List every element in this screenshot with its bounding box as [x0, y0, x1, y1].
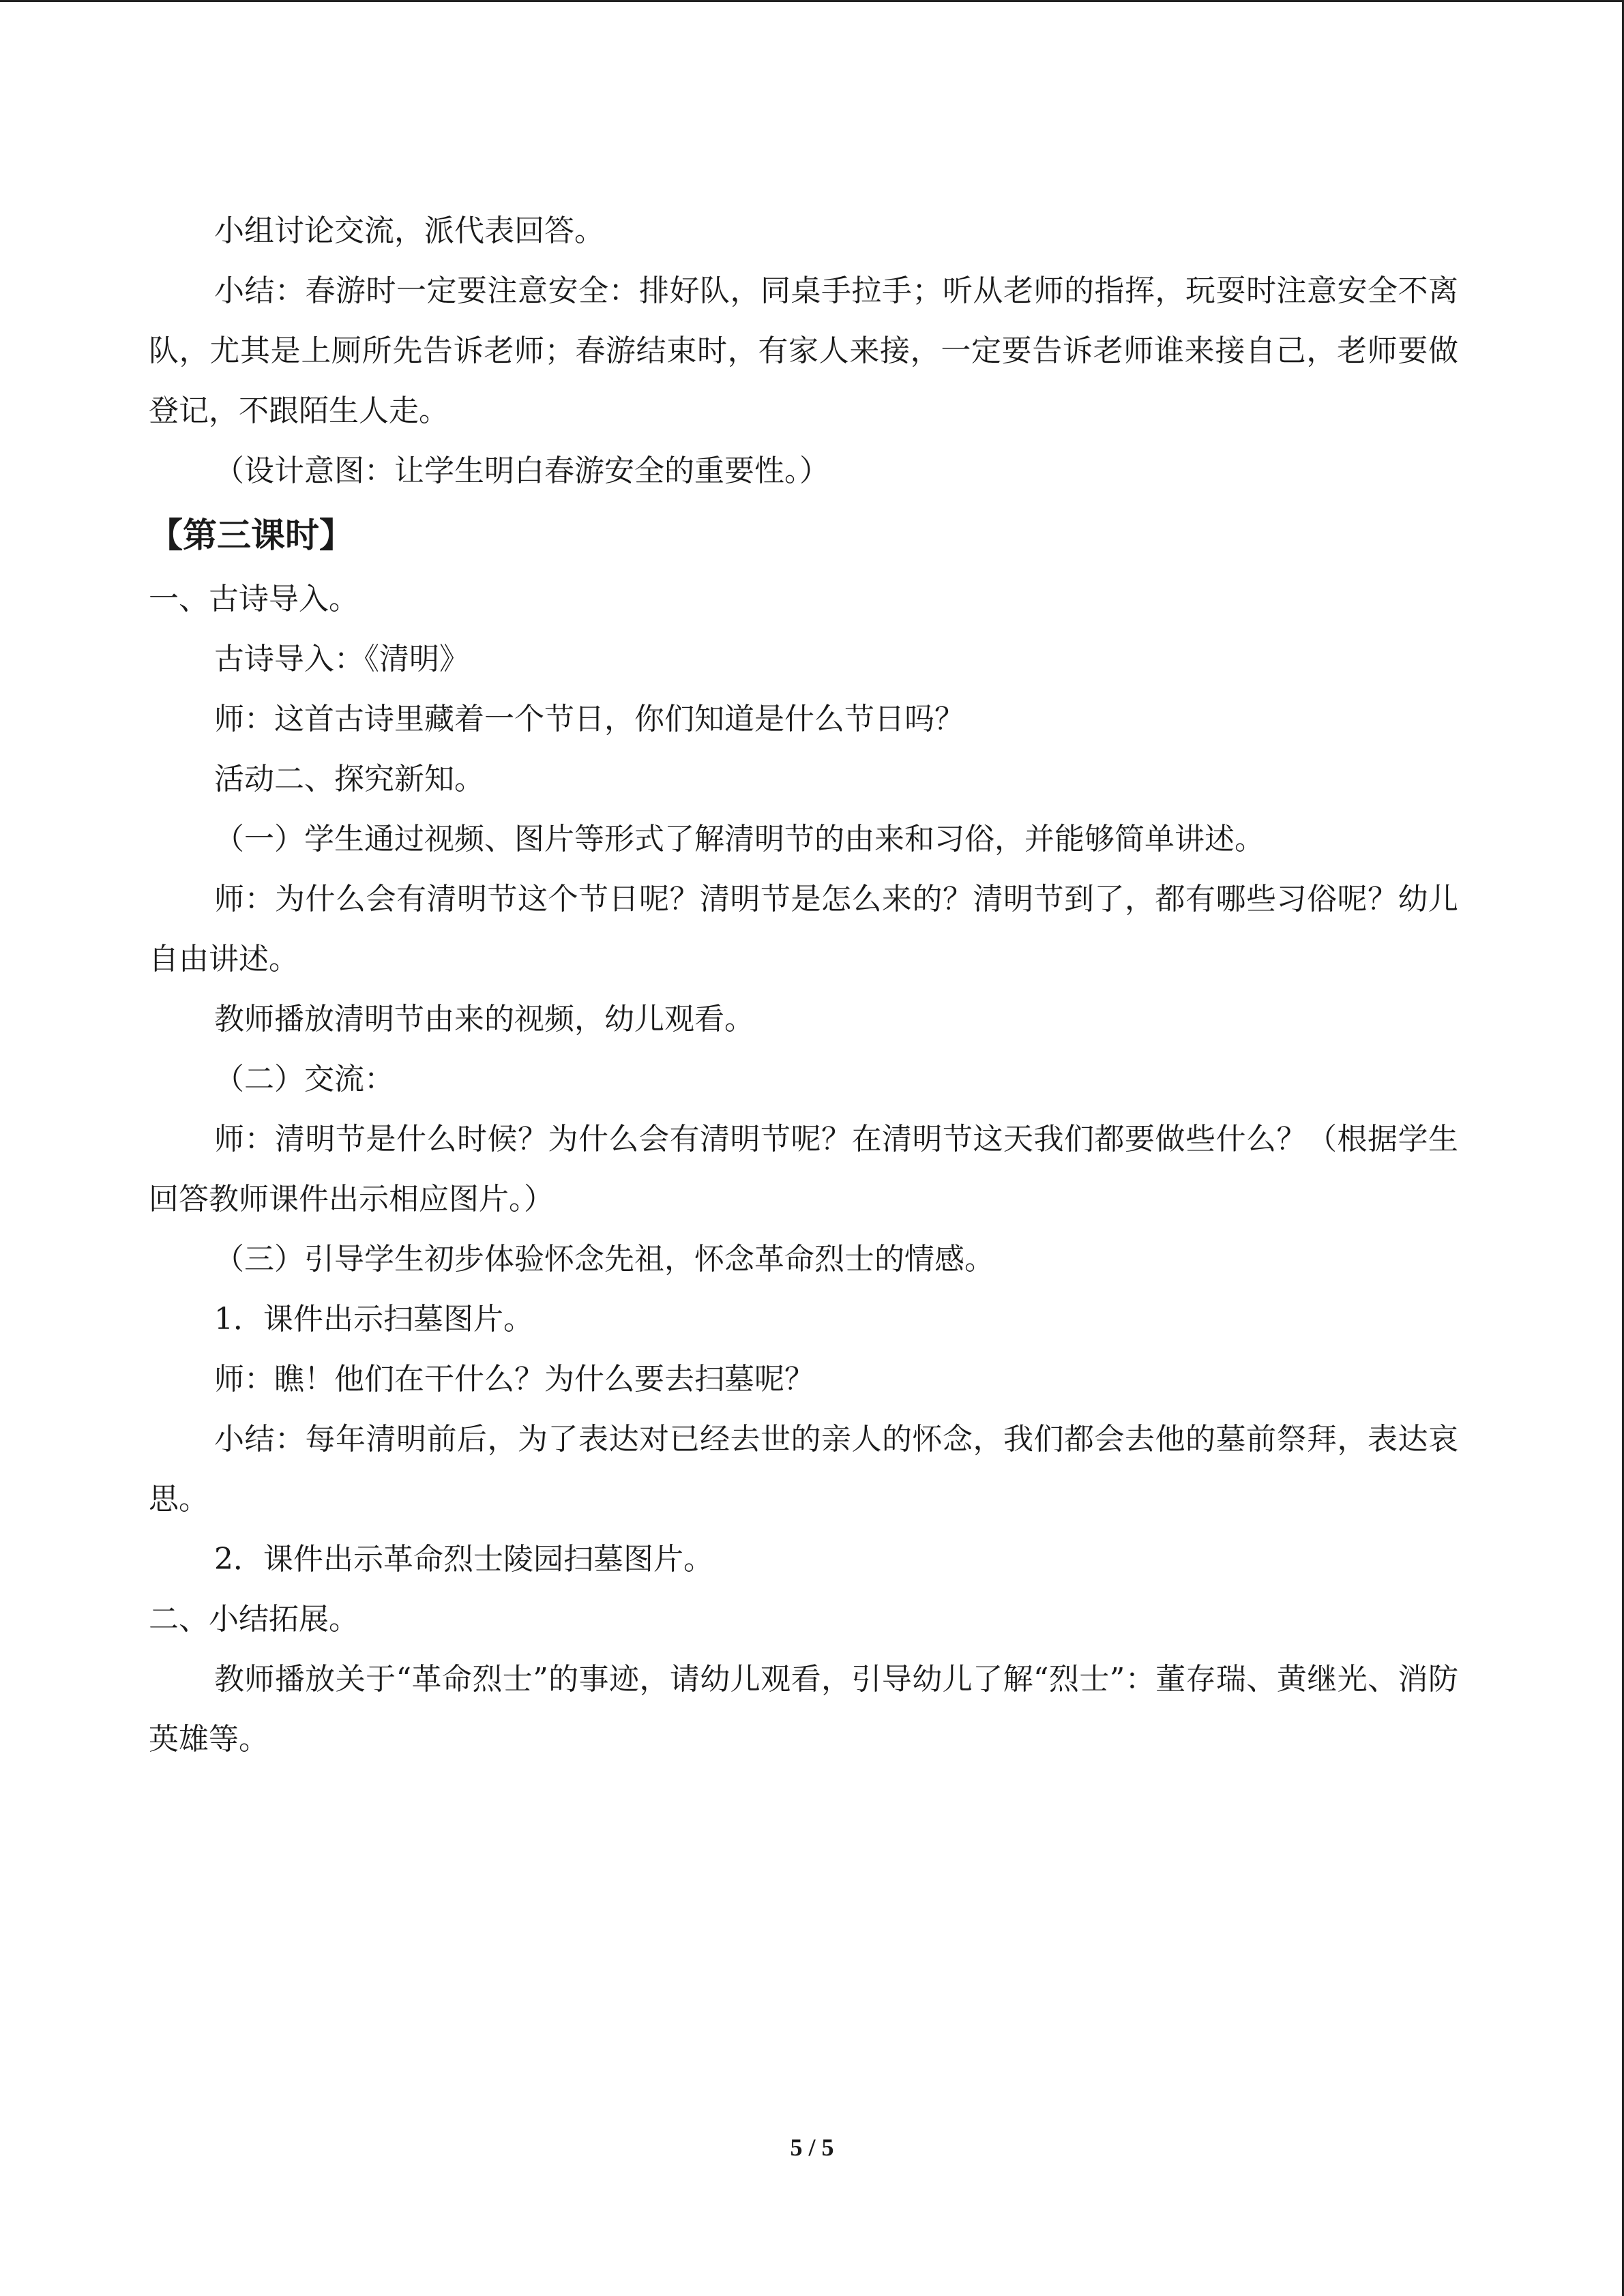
- paragraph: 师：瞧！他们在干什么？为什么要去扫墓呢？: [214, 1362, 814, 1397]
- paragraph: 师：这首古诗里藏着一个节日，你们知道是什么节日吗？: [214, 702, 964, 736]
- section-title: 一、古诗导入。: [149, 582, 359, 616]
- paragraph: 1．课件出示扫墓图片。: [214, 1302, 533, 1337]
- page-number: 5 / 5: [790, 2134, 834, 2161]
- page-top-border: [0, 0, 1624, 2]
- paragraph: 古诗导入：《清明》: [214, 642, 469, 676]
- paragraph: （设计意图：让学生明白春游安全的重要性。）: [214, 453, 829, 488]
- section-title: 二、小结拓展。: [149, 1602, 359, 1637]
- paragraph: （一）学生通过视频、图片等形式了解清明节的由来和习俗，并能够简单讲述。: [214, 822, 1265, 856]
- paragraph: （三）引导学生初步体验怀念先祖，怀念革命烈士的情感。: [214, 1242, 994, 1277]
- document-body: [149, 201, 1458, 1770]
- paragraph: 师：清明节是什么时候？为什么会有清明节呢？在清明节这天我们都要做些什么？（根据学生回答教师课件出示相应图片。）: [149, 1122, 1458, 1217]
- paragraph: 活动二、探究新知。: [214, 762, 484, 796]
- paragraph: 教师播放关于“革命烈士”的事迹，请幼儿观看，引导幼儿了解“烈士”：董存瑞、黄继光、消防英雄等。: [149, 1662, 1458, 1757]
- paragraph: 小结：每年清明前后，为了表达对已经去世的亲人的怀念，我们都会去他的墓前祭拜，表达哀思。: [149, 1422, 1458, 1517]
- paragraph: 2．课件出示革命烈士陵园扫墓图片。: [214, 1542, 713, 1577]
- paragraph: 教师播放清明节由来的视频，幼儿观看。: [214, 1002, 754, 1037]
- paragraph: （二）交流：: [214, 1062, 394, 1097]
- paragraph: 小结：春游时一定要注意安全：排好队，同桌手拉手；听从老师的指挥，玩耍时注意安全不离队，尤其是上厕所先告诉老师；春游结束时，有家人来接，一定要告诉老师谁来接自己，老师要做登记，不跟陌生人走。: [149, 273, 1458, 428]
- section-heading: 【第三课时】: [149, 516, 353, 555]
- paragraph: 小组讨论交流，派代表回答。: [214, 213, 604, 248]
- paragraph: 师：为什么会有清明节这个节日呢？清明节是怎么来的？清明节到了，都有哪些习俗呢？幼儿自由讲述。: [149, 882, 1458, 976]
